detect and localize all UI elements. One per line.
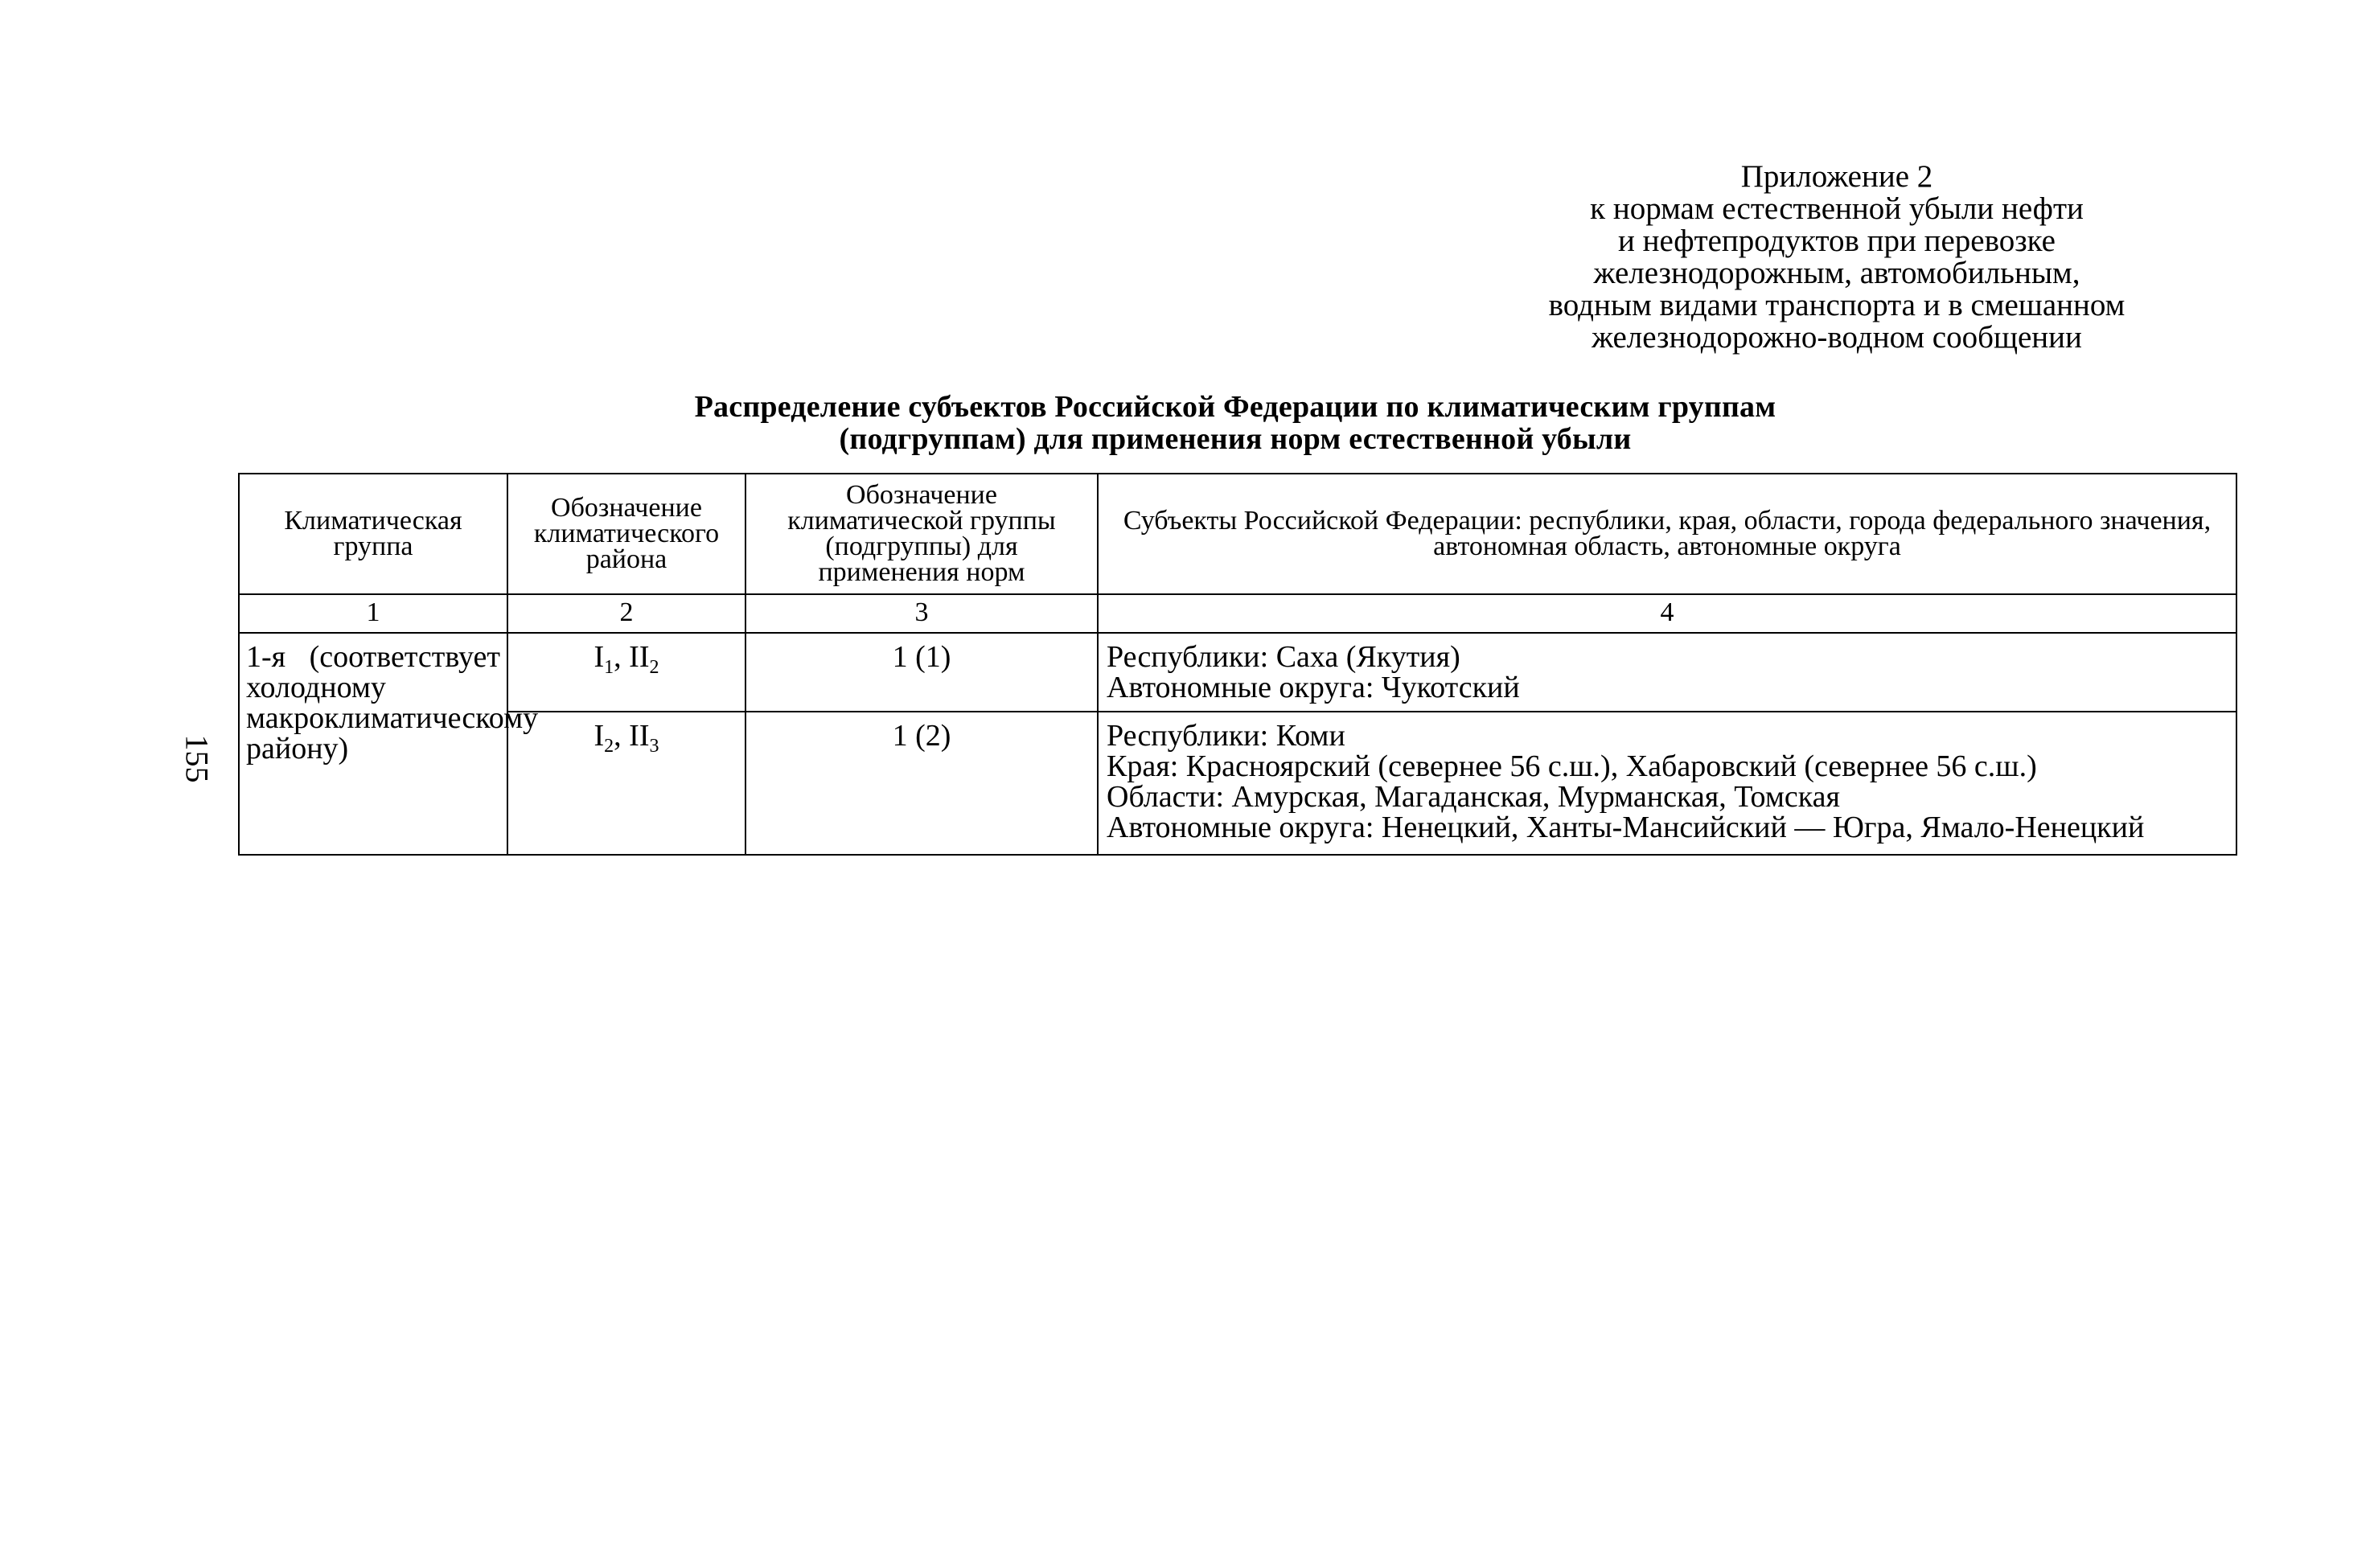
appendix-line: железнодорожно-водном сообщении	[1592, 320, 2082, 355]
subjects-line: Республики: Саха (Якутия)	[1107, 640, 1460, 674]
appendix-header	[1435, 161, 2239, 354]
climate-groups-table	[238, 473, 2237, 856]
document-title	[238, 391, 2232, 455]
header-subgroup: Обозначение климатической группы (подгруппы) для применения норм	[745, 474, 1098, 594]
subjects-cell	[1098, 633, 2236, 712]
district-cell: $I_1$, $II_2$	[507, 633, 745, 712]
appendix-line: железнодорожным, автомобильным,	[1593, 256, 2080, 290]
title-line-1: Распределение субъектов Российской Федерации по климатическим группам	[694, 390, 1776, 424]
table-row	[239, 633, 2236, 712]
subjects-line: Автономные округа: Ненецкий, Ханты-Мансийский — Югра, Ямало-Ненецкий	[1107, 811, 2145, 844]
subgroup-cell: 1 (2)	[745, 712, 1098, 855]
page-number: 155	[179, 734, 216, 783]
column-numbers-row	[239, 594, 2236, 633]
appendix-line: водным видами транспорта и в смешанном	[1548, 288, 2126, 322]
appendix-line: Приложение 2	[1740, 159, 1933, 194]
column-number: 4	[1098, 594, 2236, 633]
appendix-line: и нефтепродуктов при перевозке	[1618, 224, 2056, 258]
header-district: Обозначение климатического района	[507, 474, 745, 594]
column-number: 2	[507, 594, 745, 633]
table-row	[239, 712, 2236, 855]
climate-group-cell: 1-я (соответствует холодному макроклиматическому району)	[239, 633, 507, 855]
table-header-row	[239, 474, 2236, 594]
subjects-line: Области: Амурская, Магаданская, Мурманская, Томская	[1107, 780, 1840, 814]
header-climate-group: Климатическая группа	[239, 474, 507, 594]
subjects-cell	[1098, 712, 2236, 855]
subjects-line: Края: Красноярский (севернее 56 с.ш.), Хабаровский (севернее 56 с.ш.)	[1107, 749, 2037, 783]
subjects-line: Автономные округа: Чукотский	[1107, 671, 1520, 704]
subjects-line: Республики: Коми	[1107, 719, 1345, 753]
subgroup-cell: 1 (1)	[745, 633, 1098, 712]
header-subjects: Субъекты Российской Федерации: республики, края, области, города федерального значения, автономная область, автономные округа	[1098, 474, 2236, 594]
appendix-line: к нормам естественной убыли нефти	[1590, 191, 2084, 226]
column-number: 1	[239, 594, 507, 633]
column-number: 3	[745, 594, 1098, 633]
title-line-2: (подгруппам) для применения норм естественной убыли	[839, 422, 1632, 456]
district-cell: $I_2$, $II_3$	[507, 712, 745, 855]
